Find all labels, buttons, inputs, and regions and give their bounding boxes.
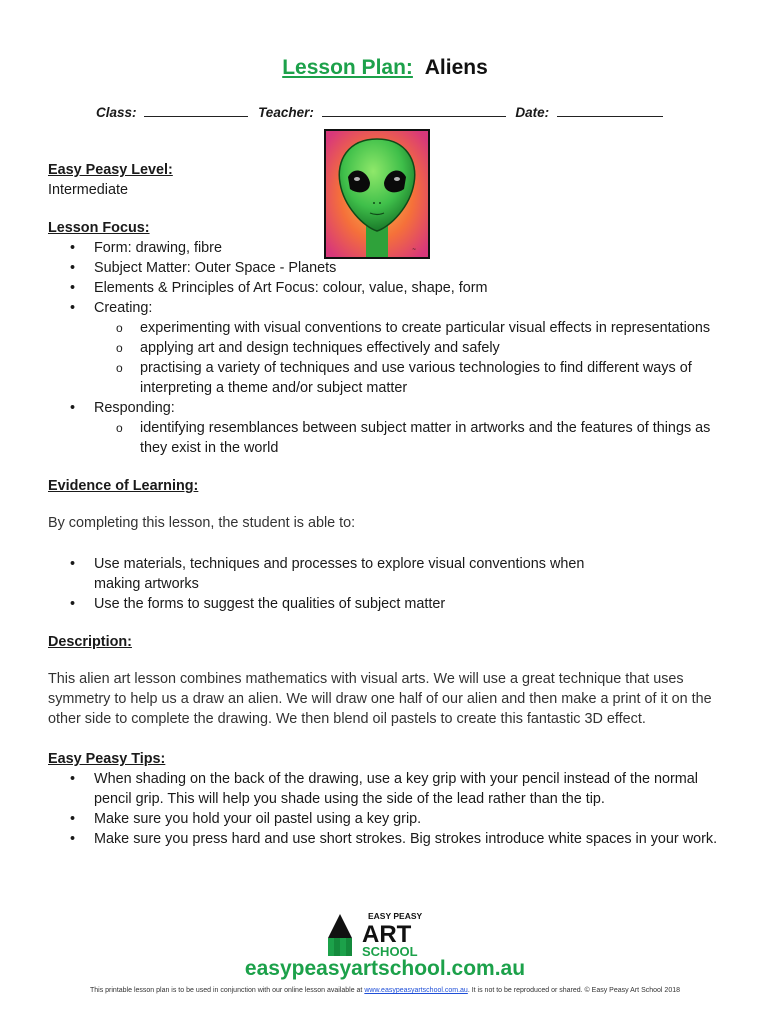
footer-notice — [0, 987, 770, 994]
description-text: This alien art lesson combines mathematics with visual arts. We will use a great technique that uses symmetry to help us a draw an alien. We will draw one half of our alien and then make a print of it on the other side to complete the drawing. We then blend oil pastels to create this fantastic 3D effect. — [48, 671, 712, 727]
date-label: Date: — [515, 105, 550, 120]
responding-label: Responding: — [94, 400, 175, 416]
list-item: • Make sure you hold your oil pastel using a key grip. — [48, 809, 728, 829]
teacher-field[interactable] — [322, 103, 506, 117]
list-item: o applying art and design techniques effectively and safely — [94, 338, 728, 358]
list-item: • Subject Matter: Outer Space - Planets — [48, 258, 728, 278]
lesson-content — [48, 160, 728, 849]
teacher-label: Teacher: — [258, 105, 314, 120]
evidence-list — [48, 554, 728, 614]
class-teacher-date-line — [96, 103, 696, 120]
list-item — [48, 398, 728, 458]
level-heading: Easy Peasy Level: — [48, 162, 173, 178]
logo-line1: EASY PEASY — [368, 911, 423, 921]
website-url[interactable]: easypeasyartschool.com.au — [244, 957, 526, 980]
class-field[interactable] — [144, 103, 248, 117]
footer-text-after: . It is not to be reproduced or shared. © Easy Peasy Art School 2018 — [467, 987, 680, 994]
tips-heading: Easy Peasy Tips: — [48, 751, 166, 767]
list-item: • Elements & Principles of Art Focus: colour, value, shape, form — [48, 278, 728, 298]
list-item: • Use materials, techniques and processes to explore visual conventions when making artworks — [48, 554, 728, 594]
responding-sublist — [94, 418, 728, 458]
list-item: • Make sure you press hard and use short strokes. Big strokes introduce white spaces in your work. — [48, 829, 728, 849]
evidence-heading: Evidence of Learning: — [48, 478, 199, 494]
tips-list — [48, 769, 728, 849]
class-label: Class: — [96, 105, 137, 120]
description-heading: Description: — [48, 634, 132, 650]
page-title — [0, 56, 770, 80]
title-prefix: Lesson Plan: — [282, 56, 413, 79]
creating-label: Creating: — [94, 300, 153, 316]
list-item: • Form: drawing, fibre — [48, 238, 728, 258]
level-value: Intermediate — [48, 182, 128, 198]
list-item: • When shading on the back of the drawing, use a key grip with your pencil instead of the normal pencil grip. This will help you shade using the side of the lead rather than the tip. — [48, 769, 728, 809]
list-item: o identifying resemblances between subject matter in artworks and the features of things as they exist in the world — [94, 418, 728, 458]
title-subject: Aliens — [424, 56, 488, 79]
svg-text:~: ~ — [412, 247, 417, 253]
footer-text-before: This printable lesson plan is to be used in conjunction with our online lesson available at — [89, 987, 363, 994]
date-field[interactable] — [557, 103, 663, 117]
evidence-intro: By completing this lesson, the student is able to: — [48, 515, 356, 531]
logo-line2: ART — [362, 921, 412, 948]
focus-list — [48, 238, 728, 458]
logo-line3: SCHOOL — [362, 944, 418, 958]
list-item: o practising a variety of techniques and use various technologies to find different ways of interpreting a theme and/or subject matter — [94, 358, 728, 398]
list-item — [48, 298, 728, 398]
list-item: • Use the forms to suggest the qualities of subject matter — [48, 594, 728, 614]
focus-heading: Lesson Focus: — [48, 220, 150, 236]
creating-sublist — [94, 318, 728, 398]
list-item: o experimenting with visual conventions to create particular visual effects in representations — [94, 318, 728, 338]
footer-link[interactable]: www.easypeasyartschool.com.au — [364, 987, 468, 994]
easy-peasy-art-school-logo — [326, 910, 446, 958]
